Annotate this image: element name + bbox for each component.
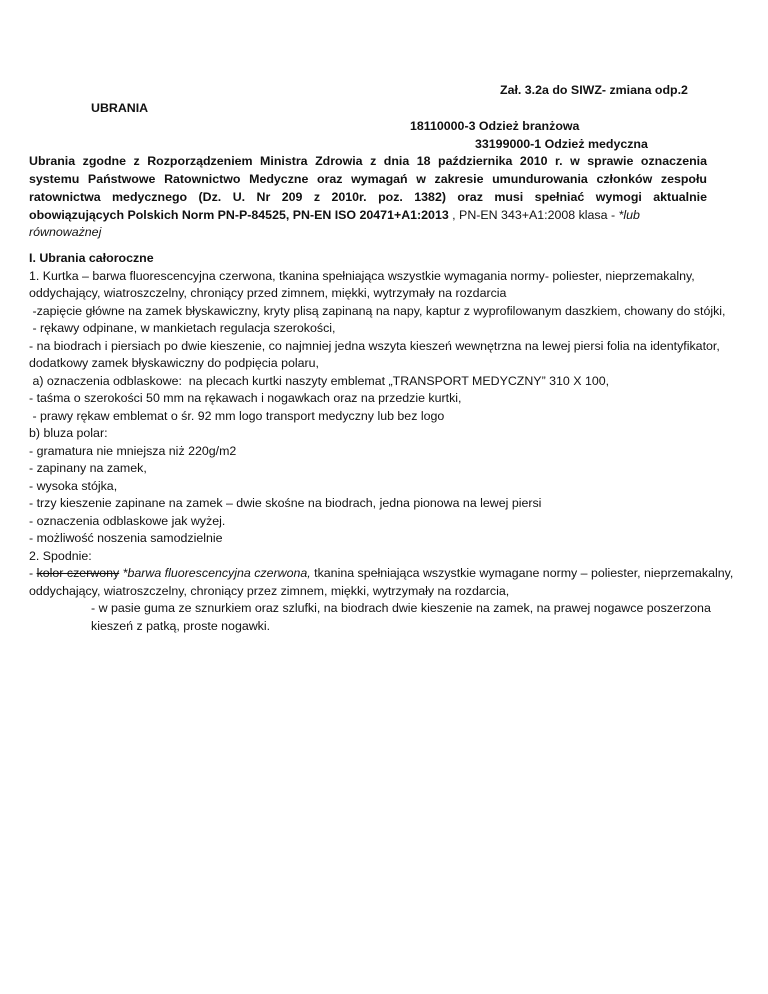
section-heading: I. Ubrania całoroczne [29,251,154,265]
pants-italic-text: *barwa fluorescencyjna czerwona, [122,566,311,580]
spec-line: 2. Spodnie: [29,549,92,563]
intro-line-2: systemu Państwowe Ratownictwo Medyczne oraz wymagań w zakresie umundurowania członków zespołu [29,172,707,186]
spec-line: - trzy kieszenie zapinane na zamek – dwie skośne na biodrach, jedna pionowa na lewej piersi [29,496,542,510]
norms-italic: *lub [618,208,640,222]
norms-normal: , PN-EN 343+A1:2008 klasa - [448,208,619,222]
spec-line: - możliwość noszenia samodzielnie [29,531,223,545]
intro-line-1: Ubrania zgodne z Rozporządzeniem Ministra Zdrowia z dnia 18 października 2010 r. w sprawie oznaczenia [29,154,707,168]
cpv-code-1: 18110000-3 Odzież branżowa [410,119,580,133]
spec-line: - taśma o szerokości 50 mm na rękawach i nogawkach oraz na przedzie kurtki, [29,391,462,405]
document-title: UBRANIA [91,101,149,115]
attachment-label: Zał. 3.2a do SIWZ- zmiana odp.2 [500,83,688,97]
spec-line: - zapinany na zamek, [29,461,147,475]
spec-line: dodatkowy zamek błyskawiczny do podpięcia polaru, [29,356,319,370]
spec-line: - rękawy odpinane, w mankietach regulacja szerokości, [29,321,336,335]
pants-line-2: oddychający, wiatroszczelny, chroniący przez zimnem, miękki, wytrzymały na rozdarcia, [29,584,510,598]
spec-line: - prawy rękaw emblemat o śr. 92 mm logo transport medyczny lub bez logo [29,409,445,423]
spec-line: - gramatura nie mniejsza niż 220g/m2 [29,444,237,458]
spec-line: - oznaczenia odblaskowe jak wyżej. [29,514,226,528]
spec-line: oddychający, wiatroszczelny, chroniący przed zimnem, miękki, wytrzymały na rozdarcia [29,286,507,300]
spec-line: - wysoka stójka, [29,479,118,493]
spec-line: - na biodrach i piersiach po dwie kieszenie, co najmniej jedna wszyta kieszeń wewnętrzna na lewej piersi folia na identyfikator, [29,339,720,353]
intro-line-5: równoważnej [29,225,102,239]
intro-line-4 [29,207,640,224]
intro-line-3: ratownictwa medycznego (Dz. U. Nr 209 z 2010r. poz. 1382) oraz musi spełniać wymogi aktualnie [29,190,707,204]
spec-line: -zapięcie główne na zamek błyskawiczny, kryty plisą zapinaną na napy, kaptur z wyprofilowanym daszkiem, chowany do stójki, [29,304,726,318]
spec-line: b) bluza polar: [29,426,108,440]
spec-line: 1. Kurtka – barwa fluorescencyjna czerwona, tkanina spełniająca wszystkie wymagania normy- poliester, nieprzemakalny, [29,269,695,283]
pants-line-3: - w pasie guma ze sznurkiem oraz szlufki, na biodrach dwie kieszenie na zamek, na prawej nogawce poszerzona [91,601,711,615]
cpv-code-2: 33199000-1 Odzież medyczna [475,137,648,151]
pants-rest-text: tkanina spełniająca wszystkie wymagane normy – poliester, nieprzemakalny, [310,566,734,580]
pants-line-4: kieszeń z patką, proste nogawki. [91,619,271,633]
spec-line: a) oznaczenia odblaskowe: na plecach kurtki naszyty emblemat „TRANSPORT MEDYCZNY” 310 X 100, [29,374,610,388]
pants-dash: - [29,566,37,580]
pants-struck-text: kolor czerwony [36,566,120,580]
pants-line-1 [29,565,733,582]
norms-bold: obowiązujących Polskich Norm PN-P-84525, PN-EN ISO 20471+A1:2013 [29,208,449,222]
